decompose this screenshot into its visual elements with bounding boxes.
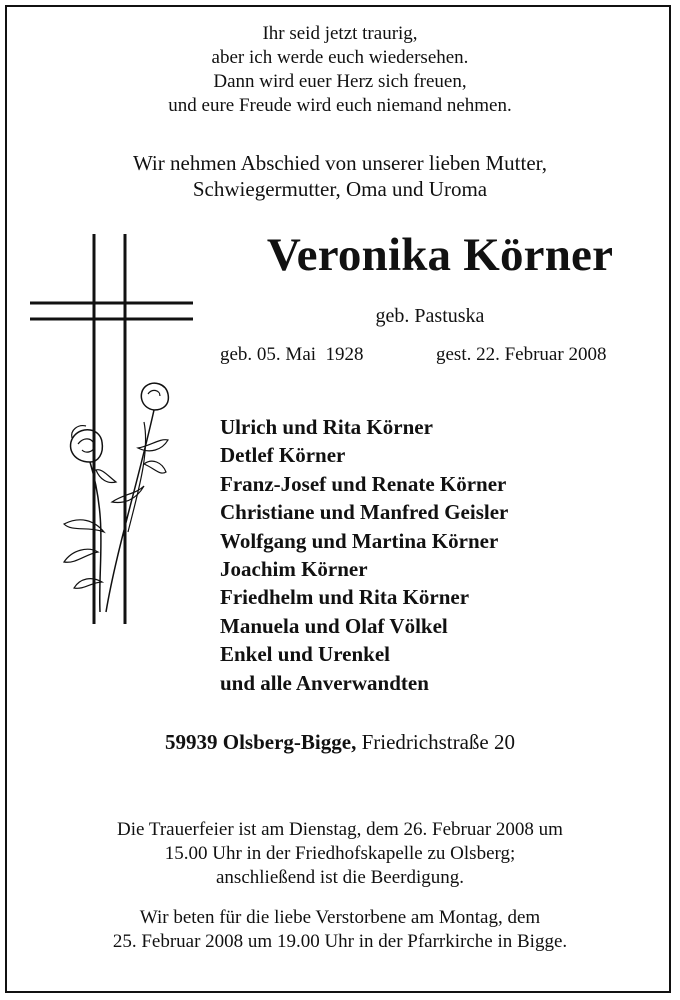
mourner-entry: und alle Anverwandten <box>220 670 429 695</box>
funeral-line: 15.00 Uhr in der Friedhofskapelle zu Olsberg; <box>164 843 516 864</box>
birth-date: geb. 05. Mai 1928 <box>220 344 364 365</box>
deceased-name: Veronika Körner <box>266 229 614 281</box>
prayer-line: 25. Februar 2008 um 19.00 Uhr in der Pfarrkirche in Bigge. <box>112 931 568 952</box>
poem-line: Ihr seid jetzt traurig, <box>262 23 418 44</box>
funeral-notice <box>0 818 680 890</box>
mourner-entry: Friedhelm und Rita Körner <box>220 585 470 610</box>
mourner-entry: Christiane und Manfred Geisler <box>220 500 509 525</box>
prayer-line: Wir beten für die liebe Verstorbene am Montag, dem <box>139 907 541 928</box>
maiden-name: geb. Pastuska <box>375 305 485 327</box>
funeral-line: anschließend ist die Beerdigung. <box>216 867 464 888</box>
farewell-intro <box>0 150 680 202</box>
death-date: gest. 22. Februar 2008 <box>436 344 607 365</box>
address-street: Friedrichstraße 20 <box>356 730 515 754</box>
mourner-entry: Franz-Josef und Renate Körner <box>220 471 507 496</box>
intro-line: Wir nehmen Abschied von unserer lieben Mutter, <box>132 151 548 175</box>
address <box>0 730 680 755</box>
poem-verse <box>0 22 680 118</box>
mourner-entry: Ulrich und Rita Körner <box>220 415 433 439</box>
prayer-notice <box>0 906 680 954</box>
mourner-entry: Detlef Körner <box>220 443 346 468</box>
mourner-entry: Enkel und Urenkel <box>220 642 390 667</box>
mourner-entry: Wolfgang und Martina Körner <box>220 528 499 553</box>
poem-line: Dann wird euer Herz sich freuen, <box>213 71 467 92</box>
poem-line: und eure Freude wird euch niemand nehmen. <box>168 95 512 116</box>
mourner-entry: Manuela und Olaf Völkel <box>220 613 448 638</box>
funeral-line: Die Trauerfeier ist am Dienstag, dem 26. Februar 2008 um <box>117 819 563 840</box>
intro-line: Schwiegermutter, Oma und Uroma <box>192 177 488 201</box>
poem-line: aber ich werde euch wiedersehen. <box>211 47 469 68</box>
cross-with-roses-icon <box>28 232 198 632</box>
mourner-entry: Joachim Körner <box>220 557 368 582</box>
mourners-list <box>220 413 508 697</box>
address-city: 59939 Olsberg-Bigge, <box>165 730 357 754</box>
